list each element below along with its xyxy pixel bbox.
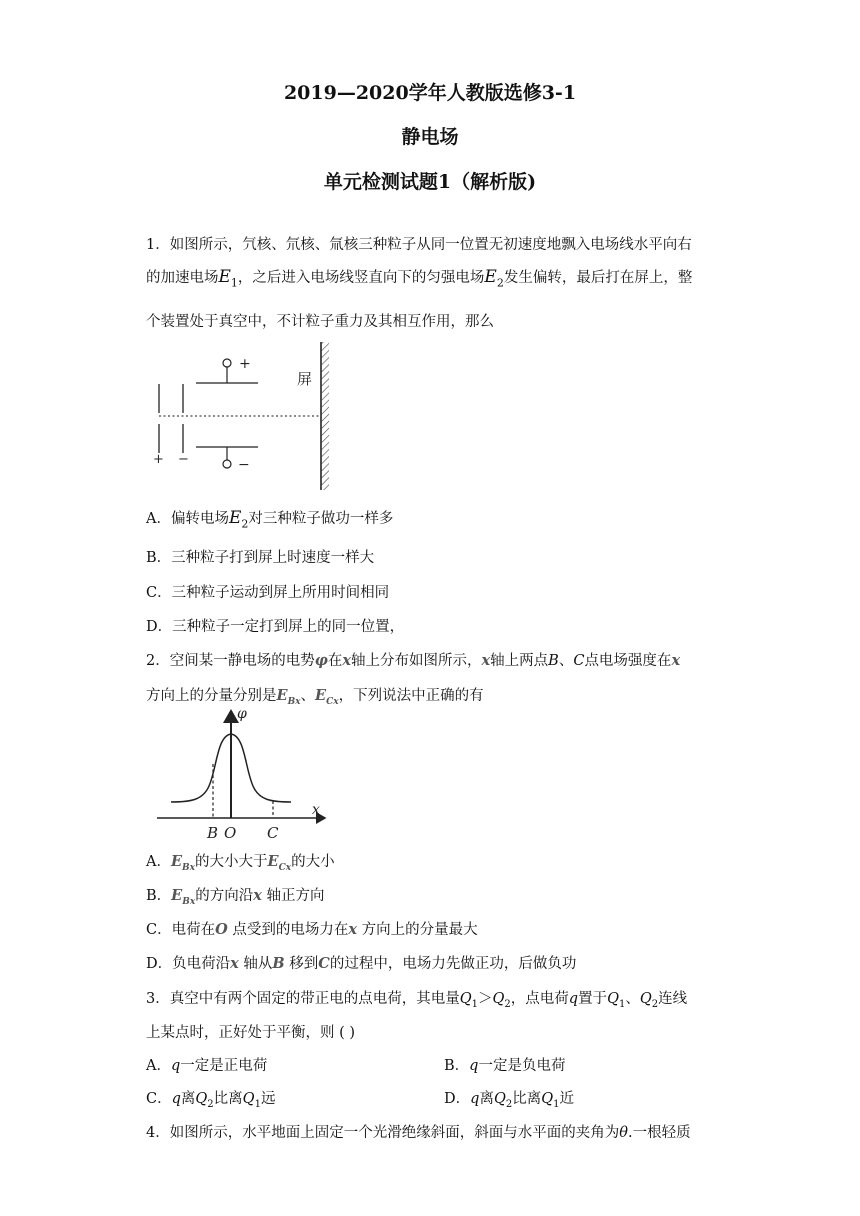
q2-option-a: A．$E_{Bx}$的大小大于$E_{Cx}$的大小 bbox=[146, 853, 335, 873]
q1-option-d: D．三种粒子一定打到屏上的同一位置， bbox=[146, 619, 405, 635]
q1-stem-line3: 个装置处于真空中，不计粒子重力及其相互作用，那么 bbox=[146, 314, 494, 330]
q3-stem-line2: 上某点时，正好处于平衡，则 ( ) bbox=[146, 1025, 356, 1041]
minus-sign-left: − bbox=[178, 452, 189, 467]
plus-sign-left: + bbox=[153, 452, 164, 467]
q2-stem-line2: 方向上的分量分别是$E_{Bx}$、$E_{Cx}$，下列说法中正确的有 bbox=[146, 687, 484, 707]
q3-option-a: A．q一定是正电荷 bbox=[146, 1058, 268, 1074]
e1-symbol: $E_1$ bbox=[218, 267, 238, 290]
q1-option-c: C．三种粒子运动到屏上所用时间相同 bbox=[146, 585, 390, 601]
doc-title-line1: 2019—2020学年人教版选修3-1 bbox=[283, 82, 577, 104]
q1-option-a: A．偏转电场$E_2$对三种粒子做功一样多 bbox=[146, 508, 394, 531]
q2-option-b: B．$E_{Bx}$的方向沿x 轴正方向 bbox=[146, 887, 325, 907]
q4-stem-line1: 4．如图所示，水平地面上固定一个光滑绝缘斜面，斜面与水平面的夹角为θ.一根轻质 bbox=[146, 1125, 691, 1141]
tick-c: C bbox=[267, 824, 279, 842]
q2-option-d: D．负电荷沿x 轴从B 移到C的过程中，电场力先做正功，后做负功 bbox=[146, 955, 577, 972]
doc-title-line3: 单元检测试题1（解析版) bbox=[323, 171, 537, 193]
minus-sign-bottom: − bbox=[238, 457, 250, 473]
q3-stem-line1: 3．真空中有两个固定的带正电的点电荷，其电量$Q_1>Q_2$，点电荷q置于$Q_1$、$Q_2$连线 bbox=[146, 991, 688, 1010]
q2-stem-line1: 2．空间某一静电场的电势φ在x轴上分布如图所示，x轴上两点B、C点电场强度在x bbox=[146, 652, 681, 669]
q1-stem-line2: 的加速电场$E_1$，之后进入电场线竖直向下的匀强电场$E_2$发生偏转，最后打在屏上，整 bbox=[146, 267, 693, 290]
q1-option-b: B．三种粒子打到屏上时速度一样大 bbox=[146, 550, 375, 566]
screen-label: 屏 bbox=[297, 370, 313, 388]
q3-option-b: B．q一定是负电荷 bbox=[444, 1058, 566, 1074]
e2-symbol: $E_2$ bbox=[484, 267, 504, 290]
tick-b: B bbox=[207, 824, 219, 842]
q3-option-d: D．q离$Q_2$比离$Q_1$近 bbox=[444, 1091, 574, 1110]
x-axis-label: x bbox=[312, 802, 320, 818]
q1-stem-line1: 1．如图所示，氕核、氘核、氚核三种粒子从同一位置无初速度地飘入电场线水平向右 bbox=[146, 237, 692, 253]
doc-title-line2: 静电场 bbox=[401, 126, 459, 148]
q2-potential-graph bbox=[155, 706, 335, 844]
q1-apparatus-figure bbox=[150, 338, 335, 493]
q2-option-c: C．电荷在O 点受到的电场力在x 方向上的分量最大 bbox=[146, 921, 478, 938]
y-axis-label: φ bbox=[237, 706, 247, 722]
tick-o: O bbox=[224, 824, 237, 842]
plus-sign-top: + bbox=[239, 356, 251, 372]
q3-option-c: C．q离$Q_2$比离$Q_1$远 bbox=[146, 1091, 276, 1110]
